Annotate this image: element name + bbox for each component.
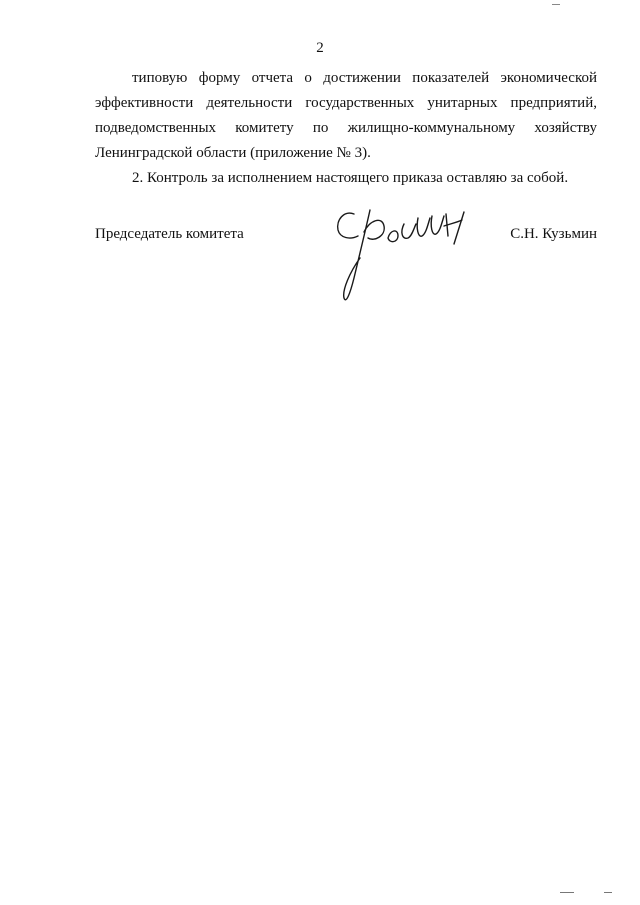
page-number: 2 [316, 40, 324, 56]
text-line: эффективности деятельности государственных унитарных предприятий, [95, 95, 597, 111]
document-body [95, 66, 597, 191]
paragraph-appendix-3 [95, 66, 597, 166]
signatory-title: Председатель комитета [95, 226, 244, 242]
text-line: подведомственных комитету по жилищно-коммунальному хозяйству [95, 120, 597, 136]
scan-mark-top [552, 4, 560, 5]
handwritten-signature [330, 198, 490, 318]
signatory-name: С.Н. Кузьмин [510, 226, 597, 242]
text-line: типовую форму отчета о достижении показателей экономической [132, 70, 597, 86]
scan-mark-bottom [560, 891, 612, 895]
text-line: Ленинградской области (приложение № 3). [95, 145, 371, 161]
paragraph-control-clause: 2. Контроль за исполнением настоящего приказа оставляю за собой. [132, 170, 569, 186]
